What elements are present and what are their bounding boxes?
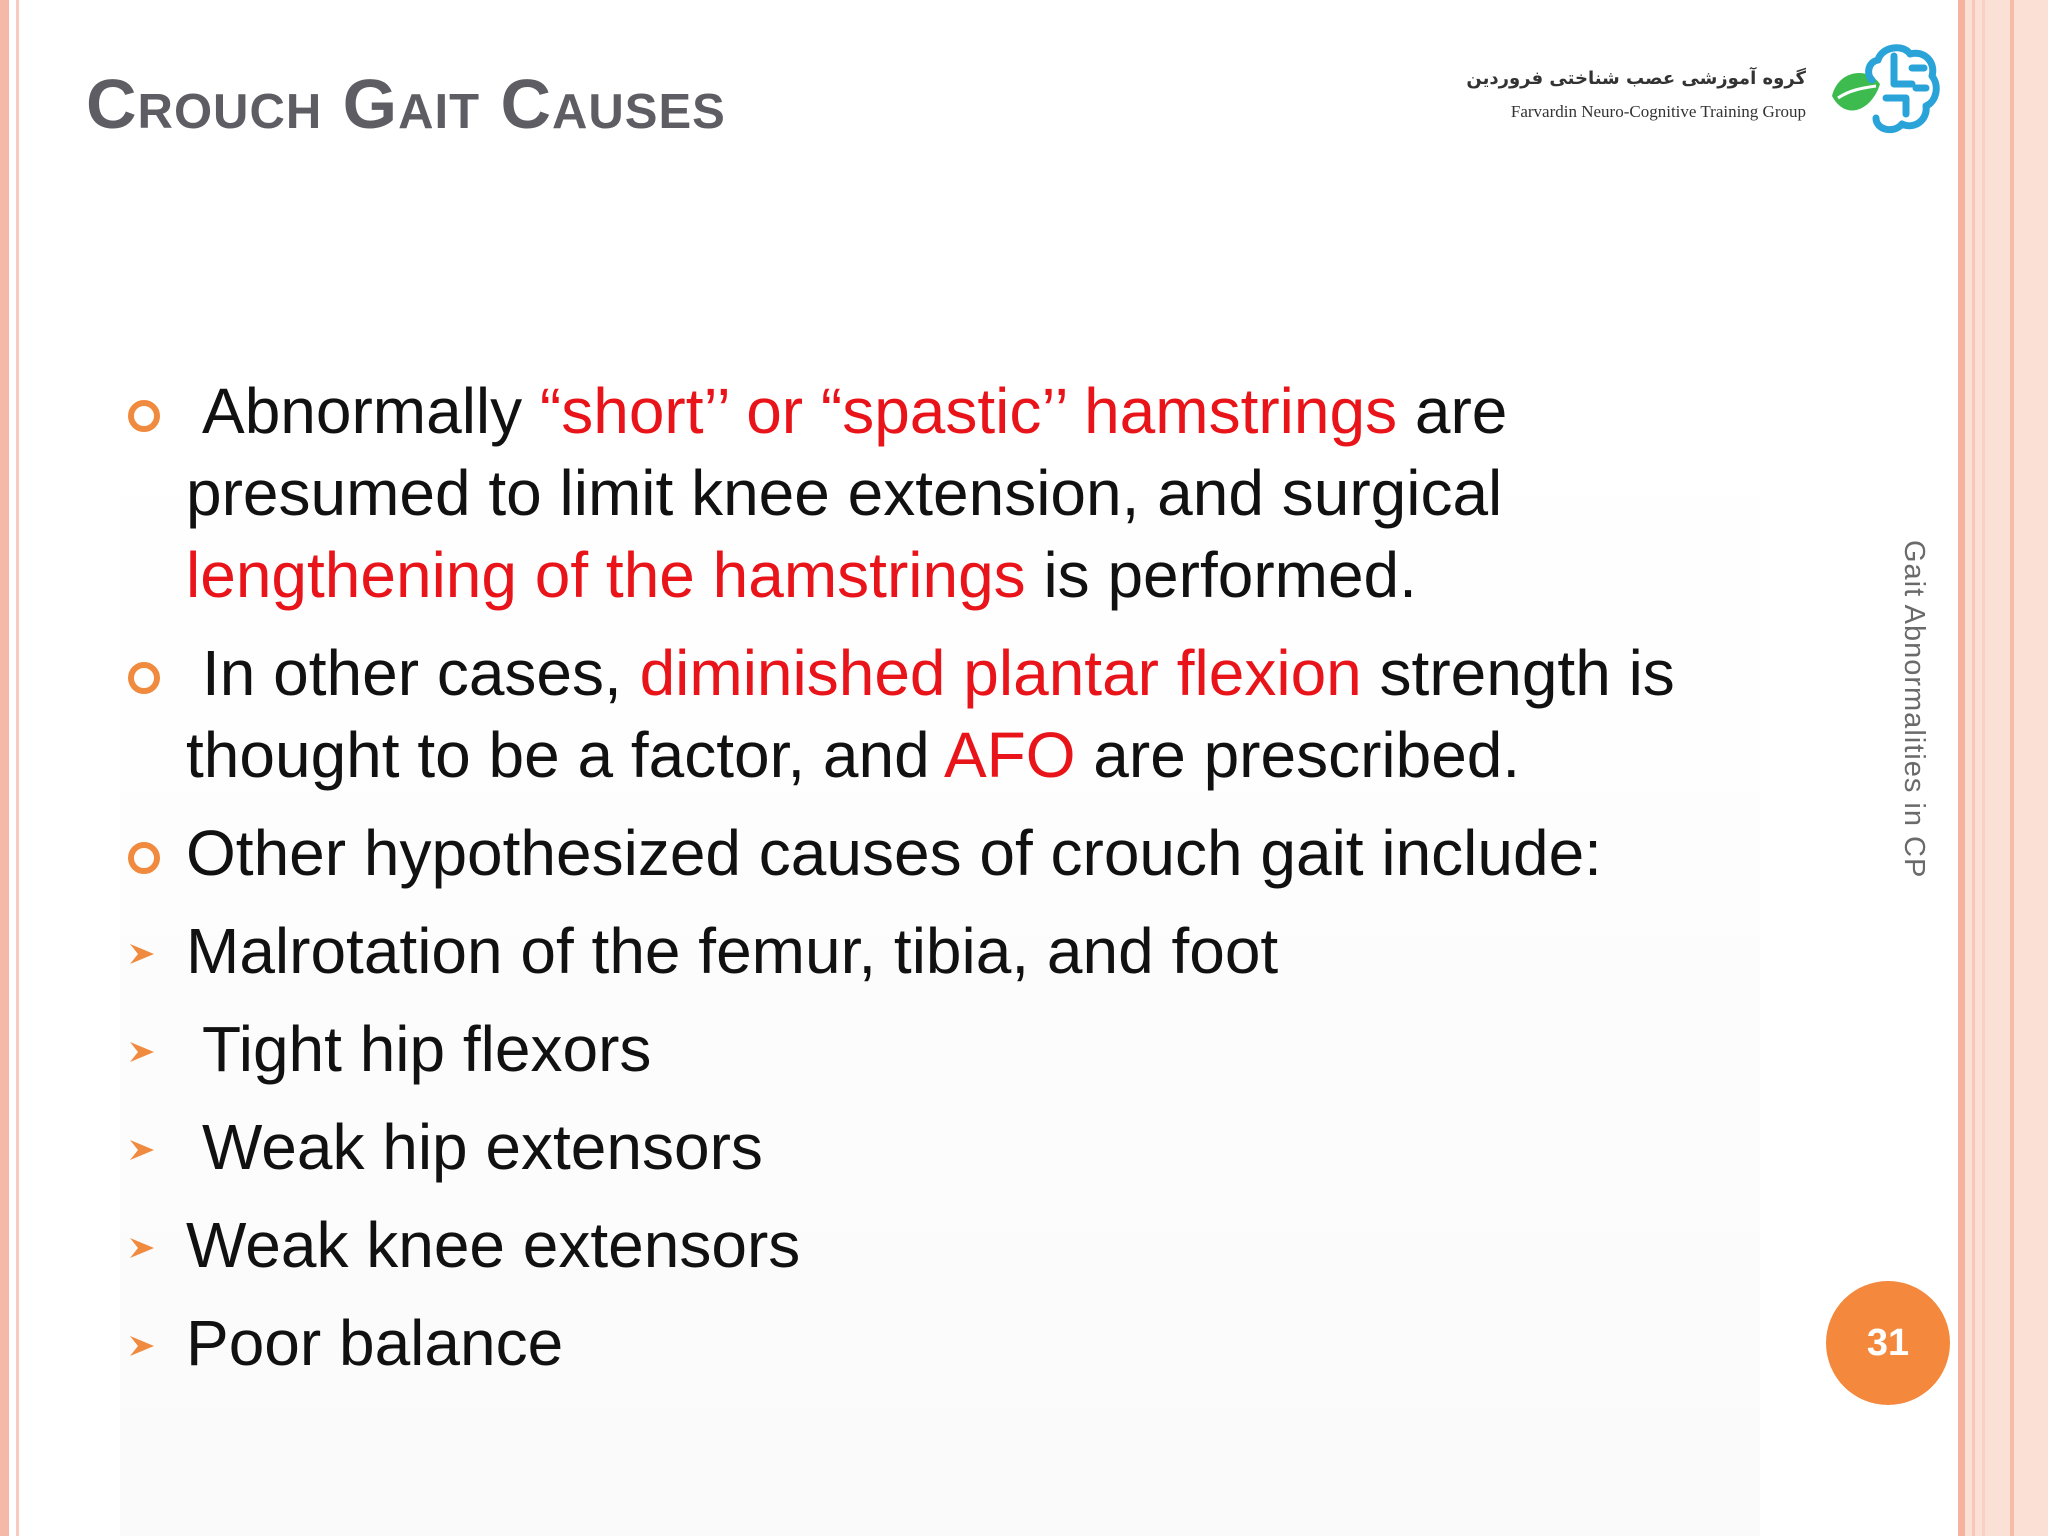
slide-title: Crouch Gait Causes (86, 65, 726, 143)
left-decorative-stripe (0, 0, 9, 1536)
highlighted-text: “short’’ or “spastic’’ hamstrings (539, 375, 1398, 447)
bullet-text: are presumed to limit knee extension, and surgical (186, 375, 1508, 529)
arrow-bullet-icon (126, 1036, 158, 1068)
organization-logo (1466, 40, 1940, 140)
brain-leaf-icon (1828, 40, 1940, 140)
bullet-text: In other cases, (202, 637, 640, 709)
bullet-text: Poor balance (186, 1307, 564, 1379)
right-decorative-line (1972, 0, 1975, 1536)
circle-bullet-icon (128, 842, 160, 874)
left-decorative-line (16, 0, 19, 1536)
list-item (120, 1204, 1740, 1286)
bullet-text: Other hypothesized causes of crouch gait include: (186, 817, 1602, 889)
logo-english-text: Farvardin Neuro-Cognitive Training Group (1510, 102, 1806, 121)
list-item (120, 632, 1740, 796)
arrow-bullet-icon (126, 1330, 158, 1362)
right-decorative-line (1982, 0, 1985, 1536)
list-item (120, 910, 1740, 992)
highlighted-text: lengthening of the hamstrings (186, 539, 1026, 611)
circle-bullet-icon (128, 662, 160, 694)
list-item (120, 1302, 1740, 1384)
list-item (120, 1008, 1740, 1090)
bullet-text: Weak hip extensors (202, 1111, 763, 1183)
arrow-bullet-icon (126, 938, 158, 970)
bullet-text: Malrotation of the femur, tibia, and foot (186, 915, 1279, 987)
arrow-bullet-icon (126, 1134, 158, 1166)
list-item (120, 1106, 1740, 1188)
page-number-badge: 31 (1826, 1281, 1950, 1405)
bullet-text: are prescribed. (1075, 719, 1521, 791)
side-section-label: Gait Abnormalities in CP (1898, 540, 1930, 879)
highlighted-text: AFO (943, 719, 1076, 791)
bullet-text: strength is thought to be a factor, and (186, 637, 1675, 791)
right-decorative-line (1958, 0, 1965, 1536)
bullet-list (120, 370, 1740, 1384)
list-item (120, 370, 1740, 616)
logo-persian-text: گروه آموزشی عصب شناختی فروردین (1466, 68, 1806, 89)
bullet-text: Weak knee extensors (186, 1209, 801, 1281)
arrow-bullet-icon (126, 1232, 158, 1264)
right-decorative-line (2010, 0, 2014, 1536)
bullet-text: Abnormally (202, 375, 540, 447)
bullet-text: Tight hip flexors (202, 1013, 652, 1085)
highlighted-text: diminished plantar flexion (639, 637, 1362, 709)
list-item (120, 812, 1740, 894)
circle-bullet-icon (128, 400, 160, 432)
bullet-text: is performed. (1025, 539, 1417, 611)
